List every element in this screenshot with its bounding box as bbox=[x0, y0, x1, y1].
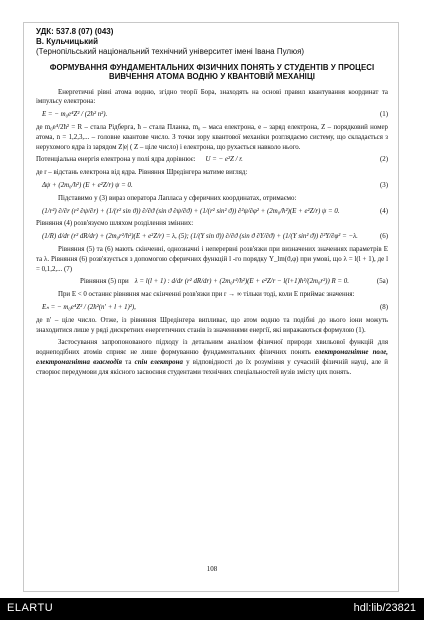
paragraph-7: Рівняння (5) та (6) мають скінченні, однозначні і неперервні розв'язки при визначених значеннях параметрів E та λ. Рівняння (6) розв'язується з допомогою сферичних функцій l -го порядку Y_lm(ϑ,φ) при умові, що λ = l(l + 1), де l = 0,1,2,... (7) bbox=[36, 246, 388, 273]
equation-3-number: (3) bbox=[379, 182, 388, 190]
equation-1 bbox=[36, 110, 388, 120]
equation-5a-formula: λ = l(l + 1) : d/dr (r² dR/dr) + (2m₀r²/ħ²)(E + e²Z/r − l(l+1)ħ²/(2m₀r²)) R = 0. bbox=[134, 278, 349, 286]
equation-5a-number: (5a) bbox=[376, 278, 388, 286]
paragraph-10: де n' – ціле число. Отже, із рівняння Шредінгера випливає, що атом водню та подібні до нього іони можуть знаходитися лише у ряді дискретних енергетичних станів із значеннями енергії, які виражаються формулою (1). bbox=[36, 316, 388, 334]
paragraph-11-part-c: та bbox=[122, 359, 135, 367]
equation-5-6 bbox=[36, 232, 388, 242]
equation-8-formula: Eₙ = − m₀e⁴Z² / (2ħ²(n' + l + 1)²), bbox=[42, 304, 136, 312]
article-title: ФОРМУВАННЯ ФУНДАМЕНТАЛЬНИХ ФІЗИЧНИХ ПОНЯТЬ У СТУДЕНТІВ У ПРОЦЕСІ ВИВЧЕННЯ АТОМА ВОДНЮ У КВАНТОВІЙ МЕХАНІЦІ bbox=[49, 63, 375, 82]
equation-8 bbox=[36, 303, 388, 313]
paragraph-11-emphasis-1: електромагнітне поле, електромагнітна взаємодія bbox=[36, 349, 388, 367]
udk-code: УДК: 537.8 (07) (043) bbox=[36, 27, 114, 36]
page-number: 108 bbox=[206, 565, 218, 573]
paragraph-11-part-a: Застосування запропонованого підходу із детальним аналізом фізичної природи хвильової функцій для воднеподібних атомів сприяє не лише формуванню фундаментальних фізичних понять bbox=[36, 339, 388, 357]
paragraph-8-lead: Рівняння (5) при bbox=[80, 278, 129, 286]
footer-repository-name: ELARTU bbox=[7, 602, 54, 614]
equation-6-number: (6) bbox=[379, 233, 388, 241]
affiliation: (Тернопільський національний технічний університет імені Івана Пулюя) bbox=[36, 47, 305, 56]
equation-4 bbox=[36, 207, 388, 217]
equation-5-6-formula: (1/R) d/dr (r² dR/dr) + (2m₀r²/ħ²)(E + e²Z/r) = λ, (5); (1/(Y sin ϑ)) ∂/∂ϑ (sin ϑ ∂Y/∂ϑ) + (1/(Y sin² ϑ)) ∂²Y/∂φ² = −λ. bbox=[42, 233, 358, 241]
paragraph-5: Підставимо у (3) вираз оператора Лапласа у сферичних координатах, отримаємо: bbox=[58, 194, 297, 202]
paragraph-11 bbox=[36, 338, 388, 377]
paragraph-4: де r – відстань електрона від ядра. Рівняння Шредінгера матиме вигляд: bbox=[36, 169, 248, 177]
paragraph-1: Енергетичні рівні атома водню, згідно теорії Бора, знаходять на основі правил квантування координат та імпульсу електрона: bbox=[36, 88, 388, 106]
paragraph-11-emphasis-2: спін електрона bbox=[134, 359, 183, 367]
footer-handle-link[interactable]: hdl:lib/23821 bbox=[353, 602, 416, 614]
equation-1-formula: E = − m₀e⁴Z² / (2ħ² n²). bbox=[42, 111, 108, 119]
equation-3-formula: Δψ + (2m₀/ħ²) (E + e²Z/r) ψ = 0. bbox=[42, 182, 133, 190]
equation-4-formula: (1/r²) ∂/∂r (r² ∂ψ/∂r) + (1/(r² sin ϑ)) ∂/∂ϑ (sin ϑ ∂ψ/∂ϑ) + (1/(r² sin² ϑ)) ∂²ψ/∂φ² + (2m₀/ħ²)(E + e²Z/r) ψ = 0. bbox=[42, 207, 340, 215]
equation-3 bbox=[36, 181, 388, 191]
paragraph-3: Потенціальна енергія електрона у полі ядра дорівнює: bbox=[36, 156, 196, 164]
paragraph-9: При E < 0 останнє рівняння має скінченні розв'язки при r → ∞ тільки тоді, коли E приймає значення: bbox=[58, 291, 355, 299]
paragraph-2: де m₀e⁴/2ħ² = R – стала Рідберга, ħ – стала Планка, m₀ – маса електрона, e – заряд електрона, Z – порядковий номер атома, n = 1,2,3,... – головне квантове число. З точки зору квантової механіки розглядаємо систему, що складається з нерухомого ядра із зарядом Z|e| ( Z – ціле число) і електрона, що рухається навколо нього. bbox=[36, 124, 388, 151]
equation-8-number: (8) bbox=[379, 304, 388, 312]
paragraph-6: Рівняння (4) розв'язуємо шляхом розділення змінних: bbox=[36, 220, 194, 228]
equation-2 bbox=[36, 155, 388, 165]
equation-1-number: (1) bbox=[379, 111, 388, 119]
equation-5a bbox=[36, 277, 388, 287]
author-name: В. Кульчицький bbox=[36, 37, 98, 46]
equation-2-number: (2) bbox=[379, 156, 388, 164]
article bbox=[36, 27, 388, 378]
paragraph-11-part-e: у відповідності до їх розуміння у сучасній фізичній науці, але й створює передумови для якісного засвоєння студентами технічних спеціальностей вузів змісту цих понять. bbox=[36, 359, 388, 376]
equation-4-number: (4) bbox=[379, 207, 388, 215]
footer-bar bbox=[0, 598, 424, 620]
equation-2-formula: U = − e²Z / r. bbox=[205, 156, 243, 164]
